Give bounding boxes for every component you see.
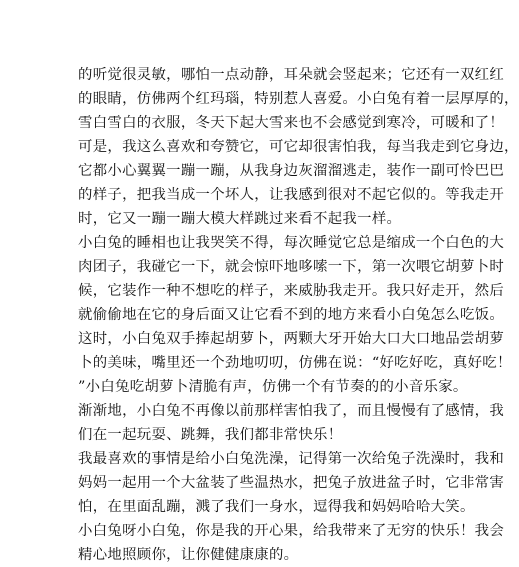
text-line: 我最喜欢的事情是给小白兔洗澡，记得第一次给兔子洗澡时，我和 [78, 451, 505, 467]
text-line: 它都小心翼翼一蹦一蹦，从我身边灰溜溜逃走，装作一副可怜巴巴 [78, 163, 505, 179]
text-line: 这时，小白兔双手捧起胡萝卜，两颗大牙开始大口大口地品尝胡萝 [78, 331, 505, 347]
text-line: 的样子，把我当成一个坏人，让我感到很对不起它似的。等我走开 [78, 187, 505, 203]
text-line: 肉团子，我碰它一下，就会惊吓地哆嗦一下，第一次喂它胡萝卜时 [78, 259, 505, 275]
text-line: 时，它又一蹦一蹦大模大样跳过来看不起我一样。 [78, 211, 402, 227]
text-line: 可是，我这么喜欢和夸赞它，可它却很害怕我，每当我走到它身边， [78, 139, 519, 155]
text-line: 怕，在里面乱蹦，溅了我们一身水，逗得我和妈妈哈哈大笑。 [78, 499, 475, 515]
text-line: 雪白雪白的衣服，冬天下起大雪来也不会感觉到寒冷，可暖和了！ [78, 115, 505, 131]
text-line: ”小白兔吃胡萝卜清脆有声，仿佛一个有节奏的的小音乐家。 [78, 379, 468, 395]
text-line: 小白兔呀小白兔，你是我的开心果，给我带来了无穷的快乐！我会 [78, 523, 505, 539]
text-line: 精心地照顾你，让你健健康康的。 [78, 547, 299, 563]
text-line: 小白兔的睡相也让我哭笑不得，每次睡觉它总是缩成一个白色的大 [78, 235, 505, 251]
text-line: 的听觉很灵敏，哪怕一点动静，耳朵就会竖起来；它还有一双红红 [78, 67, 505, 83]
text-line: 渐渐地，小白兔不再像以前那样害怕我了，而且慢慢有了感情，我 [78, 403, 505, 419]
text-line: 卜的美味，嘴里还一个劲地叨叨，仿佛在说：“好吃好吃，真好吃！ [78, 355, 512, 371]
text-line: 候，它装作一种不想吃的样子，来威胁我走开。我只好走开，然后 [78, 283, 505, 299]
text-line: 们在一起玩耍、跳舞，我们都非常快乐！ [78, 427, 343, 443]
text-line: 就偷偷地在它的身后面又让它看不到的地方来看小白兔怎么吃饭。 [78, 307, 505, 323]
text-line: 的眼睛，仿佛两个红玛瑙，特别惹人喜爱。小白兔有着一层厚厚的， [78, 91, 519, 107]
text-line: 妈妈一起用一个大盆装了些温热水，把兔子放进盆子时，它非常害 [78, 475, 505, 491]
